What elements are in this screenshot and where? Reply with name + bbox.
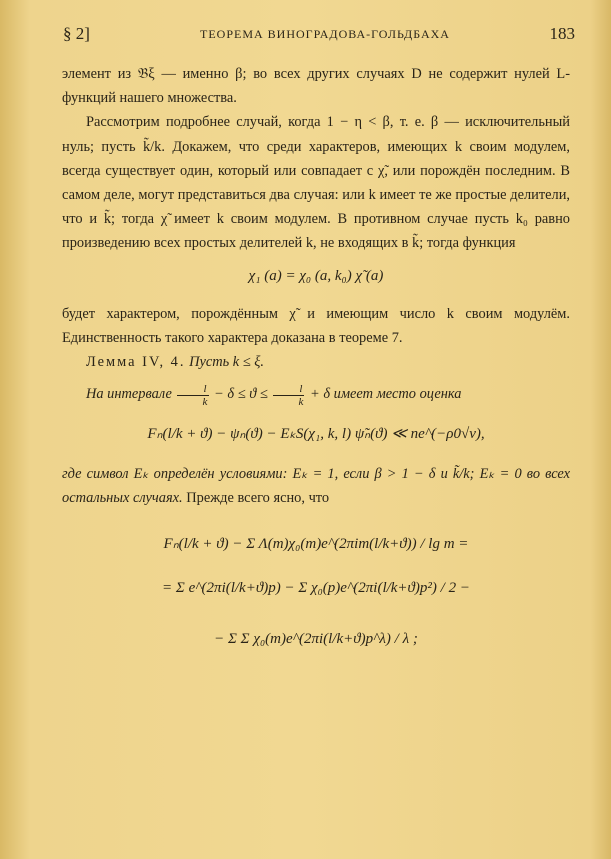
page-body	[62, 62, 570, 665]
running-title: ТЕОРЕМА ВИНОГРАДОВА-ГОЛЬДБАХА	[200, 27, 450, 41]
interval-text-b: имеет место оценка	[333, 386, 462, 403]
fraction-l-k-2: $\frac{l}{k}$	[273, 383, 304, 408]
formula-sum-3: − Σ Σ χ₀(m)e^(2πi(l/k+ϑ)p^λ) / λ ;	[214, 630, 418, 647]
formula-sum-1: Fₙ(l/k + ϑ) − Σ Λ(m)χ₀(m)e^(2πim(l/k+ϑ)) / lg m =	[163, 536, 469, 553]
paragraph-4-a: где символ Eₖ определён условиями: Eₖ = 1, если β > 1 − δ и k̃/k; Eₖ = 0 во всех остальных случаях.	[62, 465, 570, 507]
paragraph-3: будет характером, порождённым χ̃ и имеющим число k своим модулём. Единственность такого характера доказана в теореме 7.	[62, 305, 570, 347]
lemma-condition: Пусть k ≤ ξ.	[189, 354, 265, 371]
section-number: § 2]	[63, 24, 90, 43]
formula-estimate: Fₙ(l/k + ϑ) − ψₙ(ϑ) − EₖS(χ₁, k, l) ψ̃ₙ(ϑ) ≪ ne^(−ρ0√ν),	[147, 425, 485, 442]
page-number: 183	[549, 24, 575, 43]
fraction-l-k: $\frac{l}{k}$	[177, 383, 208, 408]
paragraph-1: элемент из 𝔅ξ — именно β; во всех других случаях D не содержит нулей L-функций нашего множества.	[62, 66, 570, 107]
paragraph-2: Рассмотрим подробнее случай, когда 1 − η < β, т. е. β — исключительный нуль; пусть k̃/k. Докажем, что среди характеров, имеющих k своим модулем, всегда существует один, который или совпадает с χ̃, или порождён последним. В самом деле, могут представиться два случая: или k имеет те же простые делители, что и k̃; тогда χ̃ имеет k своим модулем. В противном случае пусть k₀ равно произведению всех простых делителей k, не входящих в k̃; тогда функция	[62, 114, 570, 252]
paragraph-4	[62, 462, 570, 510]
lemma-interval: На интервале $\frac{l}{k}$ − δ ≤ ϑ ≤ $\frac{l}{k}$ + δ имеет место оценка	[86, 382, 462, 408]
page-header	[55, 24, 575, 48]
paragraph-4-b: Прежде всего ясно, что	[186, 490, 330, 507]
lemma-statement	[62, 350, 570, 374]
formula-sum-2: = Σ e^(2πi(l/k+ϑ)p) − Σ χ₀(p)e^(2πi(l/k+ϑ)p²) / 2 −	[162, 580, 470, 597]
lemma-label: Лемма IV, 4.	[86, 354, 186, 371]
interval-text-a: На интервале	[86, 386, 172, 403]
formula-chi1: χ₁ (a) = χ₀ (a, k₀) χ̃ (a)	[248, 267, 384, 284]
